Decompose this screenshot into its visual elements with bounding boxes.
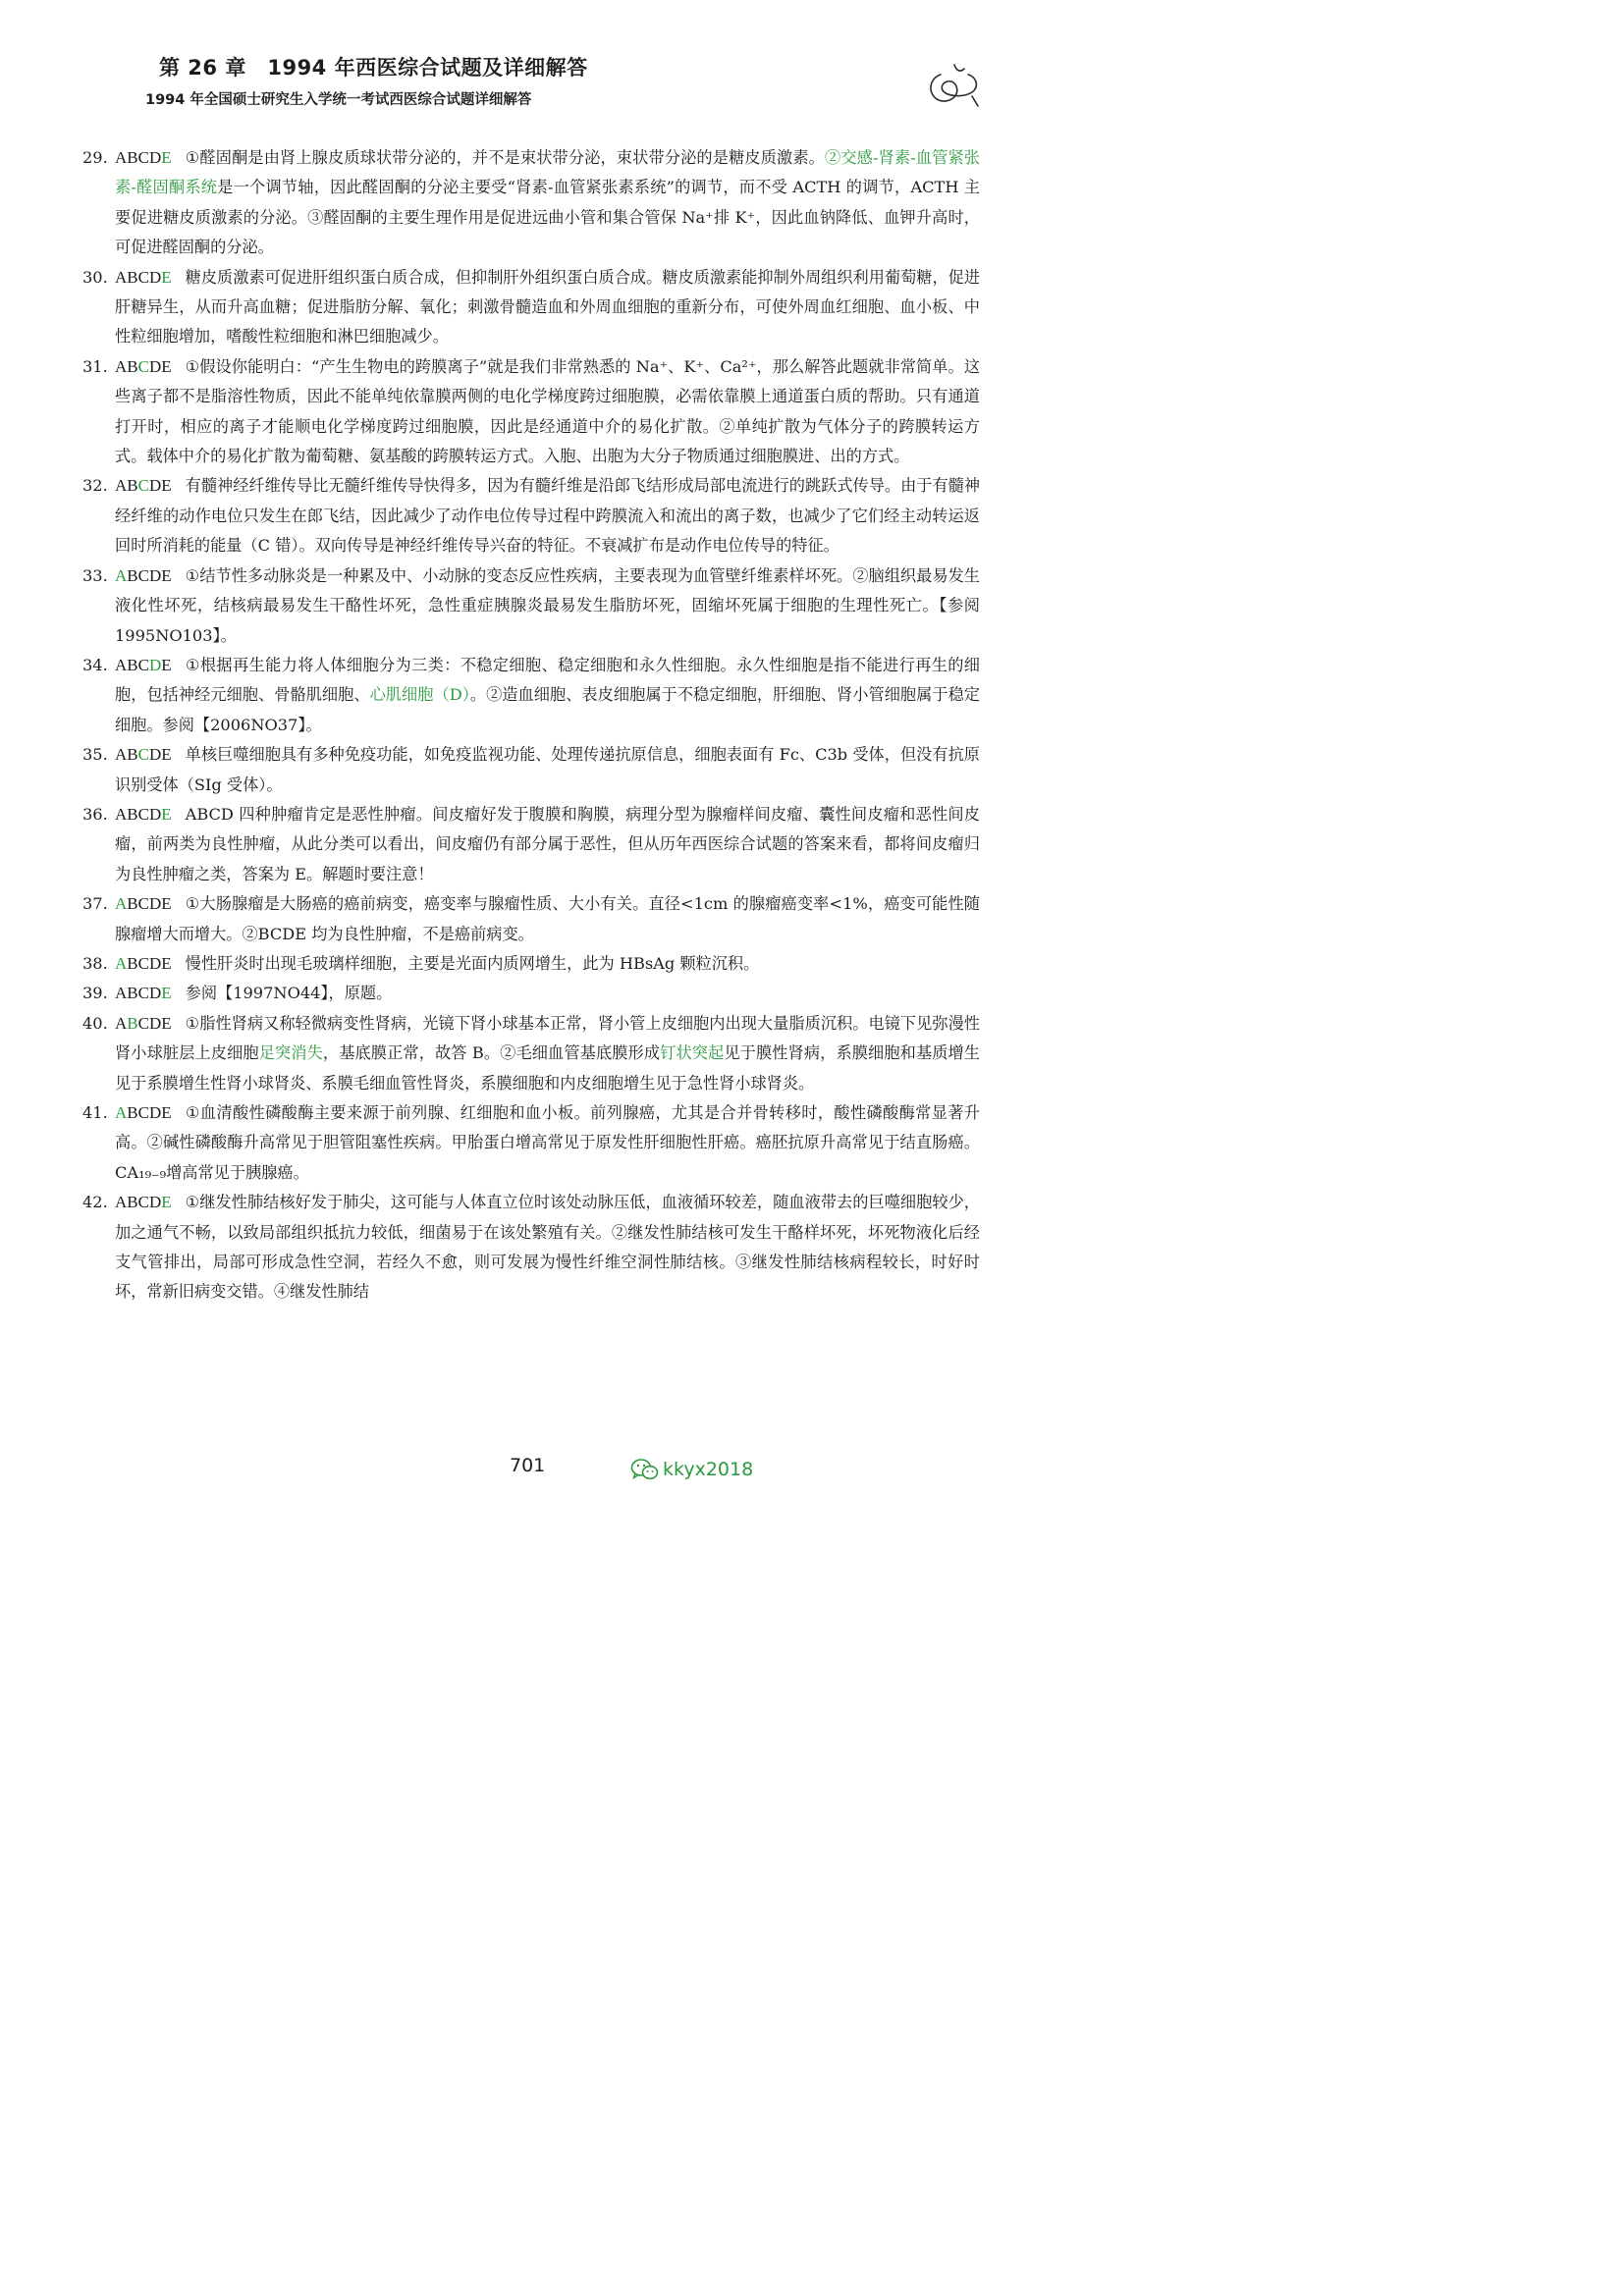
- explanation-text: 。②造血细胞、表皮细胞属于不稳定细胞，肝细胞、肾小管细胞属于稳定细胞。参阅【2006NO37】。: [115, 685, 980, 734]
- option-letter: C: [137, 148, 149, 167]
- answer-item: [82, 889, 980, 949]
- explanation-text: ①结节性多动脉炎是一种累及中、小动脉的变态反应性疾病，主要表现为血管壁纤维素样坏死。②脑组织最易发生液化性坏死，结核病最易发生干酪性坏死，急性重症胰腺炎最易发生脂肪坏死，固缩坏死属于细胞的生理性死亡。【参阅 1995NO103】。: [115, 565, 980, 645]
- highlighted-text: 钉状突起: [660, 1043, 725, 1063]
- correct-option-letter: A: [115, 1103, 128, 1122]
- handwritten-mark-icon: [921, 57, 986, 114]
- correct-option-letter: E: [161, 1193, 172, 1212]
- answer-item: [82, 143, 980, 263]
- question-number: 32.: [82, 476, 108, 496]
- option-letter: E: [161, 655, 172, 674]
- explanation-text: ①继发性肺结核好发于肺尖，这可能与人体直立位时该处动脉压低，血液循环较差，随血液带去的巨噬细胞较少，加之通气不畅，以致局部组织抵抗力较低，细菌易于在该处繁殖有关。②继发性肺结核可发生干酪样坏死，坏死物液化后经支气管排出，局部可形成急性空洞，若经久不愈，则可发展为慢性纤维空洞性肺结核。③继发性肺结核病程较长，时好时坏，常新旧病变交错。④继发性肺结: [115, 1193, 980, 1302]
- correct-option-letter: C: [137, 476, 149, 496]
- question-number: 37.: [82, 894, 108, 914]
- option-letters: [115, 805, 172, 824]
- option-letter: D: [148, 894, 162, 914]
- option-letter: A: [115, 356, 128, 376]
- correct-option-letter: E: [161, 804, 172, 824]
- question-number: 35.: [82, 745, 108, 765]
- option-letter: B: [127, 1193, 138, 1212]
- option-letter: E: [161, 356, 172, 376]
- option-letters: [115, 357, 172, 376]
- answer-item: [82, 352, 980, 472]
- option-letter: D: [148, 148, 162, 167]
- option-letter: B: [127, 148, 138, 167]
- option-letter: C: [137, 1013, 149, 1033]
- explanation-text: 是一个调节轴，因此醛固酮的分泌主要受“肾素-血管紧张素系统”的调节，而不受 ACTH 的调节，ACTH 主要促进糖皮质激素的分泌。③醛固酮的主要生理作用是促进远曲小管和集合管保 Na⁺排 K⁺，因此血钠降低、血钾升高时，可促进醛固酮的分泌。: [115, 178, 980, 257]
- correct-option-letter: A: [115, 953, 128, 973]
- explanation-text: 见于膜性肾病，系膜细胞和基质增生见于系膜增生性肾小球肾炎、系膜毛细血管性肾炎，系膜细胞和内皮细胞增生见于急性肾小球肾炎。: [115, 1043, 981, 1093]
- option-letter: B: [127, 655, 138, 674]
- question-number: 33.: [82, 565, 108, 585]
- answer-item: [82, 561, 980, 651]
- option-letter: D: [148, 267, 162, 287]
- option-letter: D: [148, 1103, 162, 1122]
- explanation-text: ABCD 四种肿瘤肯定是恶性肿瘤。间皮瘤好发于腹膜和胸膜，病理分型为腺瘤样间皮瘤、囊性间皮瘤和恶性间皮瘤，前两类为良性肿瘤，从此分类可以看出，间皮瘤仍有部分属于恶性，但从历年西医综合试题的答案来看，都将间皮瘤归为良性肿瘤之类，答案为 E。解题时要注意！: [115, 804, 980, 883]
- option-letter: B: [127, 804, 138, 824]
- option-letters: [115, 954, 172, 973]
- question-number: 30.: [82, 267, 108, 287]
- correct-option-letter: A: [115, 894, 128, 914]
- option-letter: C: [137, 894, 149, 914]
- correct-option-letter: C: [137, 356, 149, 376]
- option-letters: [115, 1014, 172, 1033]
- question-number: 42.: [82, 1193, 108, 1212]
- explanation-text: 有髓神经纤维传导比无髓纤维传导快得多，因为有髓纤维是沿郎飞结形成局部电流进行的跳跃式传导。由于有髓神经纤维的动作电位只发生在郎飞结，因此减少了动作电位传导过程中跨膜流入和流出的离子数，也减少了它们经主动转运返回时所消耗的能量（C 错）。双向传导是神经纤维传导兴奋的特征。不衰减扩布是动作电位传导的特征。: [115, 476, 981, 556]
- option-letter: C: [137, 565, 149, 585]
- explanation-text: 糖皮质激素可促进肝组织蛋白质合成，但抑制肝外组织蛋白质合成。糖皮质激素能抑制外周组织利用葡萄糖，促进肝糖异生，从而升高血糖；促进脂肪分解、氧化；刺激骨髓造血和外周血细胞的重新分布，可使外周血红细胞、血小板、中性粒细胞增加，嗜酸性粒细胞和淋巴细胞减少。: [115, 267, 981, 347]
- option-letter: D: [148, 1013, 162, 1033]
- option-letters: [115, 1103, 172, 1122]
- option-letter: A: [115, 1193, 128, 1212]
- question-number: 38.: [82, 953, 108, 973]
- correct-option-letter: E: [161, 984, 172, 1003]
- option-letter: C: [137, 267, 149, 287]
- option-letter: B: [127, 267, 138, 287]
- answer-item: [82, 949, 980, 979]
- option-letter: D: [148, 565, 162, 585]
- question-number: 40.: [82, 1013, 108, 1033]
- option-letters: [115, 745, 172, 764]
- option-letter: B: [127, 894, 138, 914]
- option-letter: D: [148, 476, 162, 496]
- watermark-text: kkyx2018: [663, 1459, 754, 1480]
- question-number: 31.: [82, 356, 108, 376]
- explanation-text: 单核巨噬细胞具有多种免疫功能，如免疫监视功能、处理传递抗原信息，细胞表面有 Fc、C3b 受体，但没有抗原识别受体（SIg 受体）。: [115, 745, 980, 794]
- correct-option-letter: E: [161, 267, 172, 287]
- correct-option-letter: B: [127, 1013, 138, 1033]
- option-letter: C: [137, 804, 149, 824]
- option-letter: B: [127, 745, 138, 765]
- option-letter: C: [137, 1193, 149, 1212]
- explanation-text: 慢性肝炎时出现毛玻璃样细胞，主要是光面内质网增生，此为 HBsAg 颗粒沉积。: [185, 953, 760, 973]
- answer-item: [82, 651, 980, 740]
- highlighted-text: ②交感-肾素-血管紧张素-醛固酮系统: [115, 148, 980, 197]
- option-letters: [115, 476, 172, 495]
- answer-item: [82, 740, 980, 800]
- answer-item: [82, 979, 980, 1008]
- option-letter: E: [161, 1013, 172, 1033]
- document-page: [0, 0, 1083, 1531]
- option-letter: A: [115, 476, 128, 496]
- option-letter: E: [161, 953, 172, 973]
- question-number: 39.: [82, 984, 108, 1003]
- option-letter: E: [161, 1103, 172, 1122]
- chapter-subtitle: 1994 年全国硕士研究生入学统一考试西医综合试题详细解答: [145, 92, 532, 108]
- option-letter: A: [115, 1013, 128, 1033]
- option-letters: [115, 148, 172, 167]
- watermark: [630, 1457, 753, 1482]
- option-letter: D: [148, 804, 162, 824]
- correct-option-letter: C: [137, 745, 149, 765]
- option-letter: B: [127, 1103, 138, 1122]
- explanation-text: ①血清酸性磷酸酶主要来源于前列腺、红细胞和血小板。前列腺癌，尤其是合并骨转移时，酸性磷酸酶常显著升高。②碱性磷酸酶升高常见于胆管阻塞性疾病。甲胎蛋白增高常见于原发性肝细胞性肝癌。癌胚抗原升高常见于结直肠癌。CA₁₉₋₉增高常见于胰腺癌。: [115, 1103, 980, 1182]
- explanation-text: ，基底膜正常，故答 B。②毛细血管基底膜形成: [322, 1043, 661, 1063]
- option-letter: B: [127, 476, 138, 496]
- answer-item: [82, 800, 980, 889]
- option-letter: E: [161, 894, 172, 914]
- option-letters: [115, 656, 172, 674]
- explanation-text: ①醛固酮是由肾上腺皮质球状带分泌的，并不是束状带分泌，束状带分泌的是糖皮质激素。: [185, 148, 826, 167]
- option-letter: C: [137, 655, 149, 674]
- highlighted-text: 足突消失: [258, 1043, 323, 1063]
- page-number: 701: [510, 1455, 546, 1476]
- highlighted-text: 心肌细胞（D）: [369, 685, 470, 705]
- option-letter: A: [115, 804, 128, 824]
- answer-item: [82, 263, 980, 352]
- option-letter: A: [115, 148, 128, 167]
- option-letter: A: [115, 655, 128, 674]
- option-letter: B: [127, 565, 138, 585]
- question-number: 34.: [82, 655, 108, 674]
- option-letters: [115, 984, 172, 1002]
- answer-item: [82, 1009, 980, 1098]
- explanation-text: ①脂性肾病又称轻微病变性肾病，光镜下肾小球基本正常，肾小管上皮细胞内出现大量脂质沉积。电镜下见弥漫性肾小球脏层上皮细胞: [115, 1013, 980, 1063]
- option-letter: B: [127, 953, 138, 973]
- wechat-icon: [630, 1458, 660, 1481]
- correct-option-letter: A: [115, 565, 128, 585]
- option-letters: [115, 566, 172, 585]
- option-letters: [115, 894, 172, 913]
- option-letter: A: [115, 745, 128, 765]
- option-letter: A: [115, 984, 128, 1003]
- option-letter: D: [148, 356, 162, 376]
- option-letters: [115, 268, 172, 287]
- chapter-title: 第 26 章 1994 年西医综合试题及详细解答: [159, 56, 588, 80]
- option-letter: C: [137, 1103, 149, 1122]
- option-letter: E: [161, 476, 172, 496]
- option-letters: [115, 1193, 172, 1211]
- option-letter: A: [115, 267, 128, 287]
- answer-item: [82, 471, 980, 561]
- explanation-text: ①假设你能明白：“产生生物电的跨膜离子”就是我们非常熟悉的 Na⁺、K⁺、Ca²⁺，那么解答此题就非常简单。这些离子都不是脂溶性物质，因此不能单纯依靠膜两侧的电化学梯度跨过细胞膜，必需依靠膜上通道蛋白质的帮助。只有通道打开时，相应的离子才能顺电化学梯度跨过细胞膜，因此是经通道中介的易化扩散。②单纯扩散为气体分子的跨膜转运方式。载体中介的易化扩散为葡萄糖、氨基酸的跨膜转运方式。入胞、出胞为大分子物质通过细胞膜进、出的方式。: [115, 356, 980, 466]
- answer-item: [82, 1188, 980, 1308]
- option-letter: D: [148, 745, 162, 765]
- explanation-text: ①大肠腺瘤是大肠癌的癌前病变，癌变率与腺瘤性质、大小有关。直径<1cm 的腺瘤癌变率<1%，癌变可能性随腺瘤增大而增大。②BCDE 均为良性肿瘤，不是癌前病变。: [115, 894, 980, 943]
- question-number: 29.: [82, 148, 108, 167]
- option-letter: D: [148, 953, 162, 973]
- question-number: 36.: [82, 804, 108, 824]
- correct-option-letter: D: [148, 655, 162, 674]
- answer-list: [82, 143, 980, 1308]
- explanation-text: ①根据再生能力将人体细胞分为三类：不稳定细胞、稳定细胞和永久性细胞。永久性细胞是指不能进行再生的细胞，包括神经元细胞、骨骼肌细胞、: [115, 655, 980, 705]
- option-letter: E: [161, 565, 172, 585]
- option-letter: C: [137, 953, 149, 973]
- explanation-text: 参阅【1997NO44】，原题。: [185, 984, 393, 1003]
- option-letter: C: [137, 984, 149, 1003]
- option-letter: D: [148, 984, 162, 1003]
- option-letter: B: [127, 984, 138, 1003]
- option-letter: D: [148, 1193, 162, 1212]
- option-letter: B: [127, 356, 138, 376]
- option-letter: E: [161, 745, 172, 765]
- question-number: 41.: [82, 1103, 108, 1122]
- answer-item: [82, 1098, 980, 1188]
- correct-option-letter: E: [161, 148, 172, 167]
